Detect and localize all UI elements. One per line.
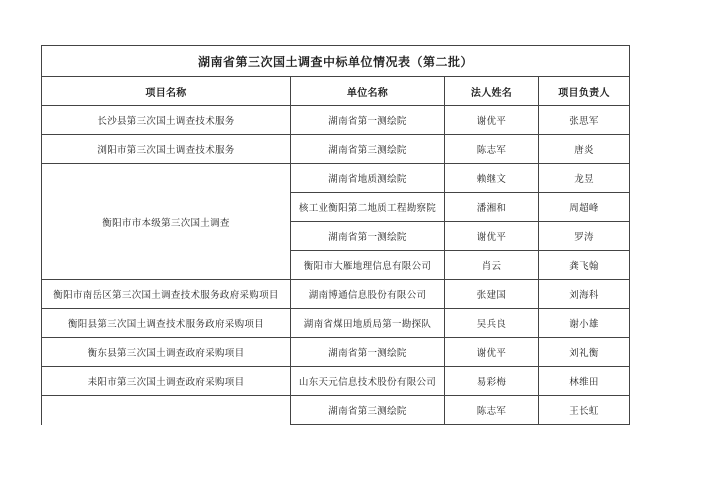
header-project-name: 项目名称 [42, 77, 291, 106]
unit-name-cell: 山东天元信息技术股份有限公司 [291, 367, 445, 396]
project-lead-cell: 刘礼衡 [539, 338, 630, 367]
project-lead-cell: 张思军 [539, 106, 630, 135]
project-name-cell [42, 396, 291, 425]
project-lead-cell: 龙昱 [539, 164, 630, 193]
table-row [42, 164, 630, 193]
unit-name-cell: 衡阳市大雁地理信息有限公司 [291, 251, 445, 280]
unit-name-cell: 核工业衡阳第二地质工程勘察院 [291, 193, 445, 222]
project-lead-cell: 谢小雄 [539, 309, 630, 338]
table-row [42, 309, 630, 338]
project-lead-cell: 林维田 [539, 367, 630, 396]
project-name-cell: 衡东县第三次国土调查政府采购项目 [42, 338, 291, 367]
project-name-cell: 浏阳市第三次国土调查技术服务 [42, 135, 291, 164]
header-legal-rep: 法人姓名 [445, 77, 539, 106]
unit-name-cell: 湖南省第一测绘院 [291, 222, 445, 251]
unit-name-cell: 湖南省第三测绘院 [291, 135, 445, 164]
project-name-cell: 耒阳市第三次国土调查政府采购项目 [42, 367, 291, 396]
table-row [42, 106, 630, 135]
legal-rep-cell: 谢优平 [445, 106, 539, 135]
legal-rep-cell: 陈志军 [445, 135, 539, 164]
legal-rep-cell: 谢优平 [445, 222, 539, 251]
unit-name-cell: 湖南博通信息股份有限公司 [291, 280, 445, 309]
project-lead-cell: 唐炎 [539, 135, 630, 164]
header-unit-name: 单位名称 [291, 77, 445, 106]
bid-winner-table [41, 45, 630, 425]
legal-rep-cell: 吴兵良 [445, 309, 539, 338]
header-project-lead: 项目负责人 [539, 77, 630, 106]
project-lead-cell: 王长虹 [539, 396, 630, 425]
project-name-cell: 衡阳市市本级第三次国土调查 [42, 164, 291, 280]
table-row [42, 367, 630, 396]
project-lead-cell: 龚飞翰 [539, 251, 630, 280]
legal-rep-cell: 易彩梅 [445, 367, 539, 396]
project-name-cell: 衡阳县第三次国土调查技术服务政府采购项目 [42, 309, 291, 338]
table-row [42, 280, 630, 309]
legal-rep-cell: 谢优平 [445, 338, 539, 367]
table-row [42, 338, 630, 367]
unit-name-cell: 湖南省地质测绘院 [291, 164, 445, 193]
legal-rep-cell: 肖云 [445, 251, 539, 280]
project-lead-cell: 周超峰 [539, 193, 630, 222]
table-title: 湖南省第三次国土调查中标单位情况表（第二批） [42, 46, 630, 77]
legal-rep-cell: 陈志军 [445, 396, 539, 425]
bid-winner-table-sheet [41, 45, 630, 425]
legal-rep-cell: 张建国 [445, 280, 539, 309]
legal-rep-cell: 赖继文 [445, 164, 539, 193]
unit-name-cell: 湖南省第三测绘院 [291, 396, 445, 425]
project-lead-cell: 罗涛 [539, 222, 630, 251]
table-row [42, 396, 630, 425]
project-name-cell: 长沙县第三次国土调查技术服务 [42, 106, 291, 135]
project-lead-cell: 刘海科 [539, 280, 630, 309]
project-name-cell: 衡阳市南岳区第三次国土调查技术服务政府采购项目 [42, 280, 291, 309]
table-row [42, 135, 630, 164]
unit-name-cell: 湖南省第一测绘院 [291, 106, 445, 135]
legal-rep-cell: 潘湘和 [445, 193, 539, 222]
unit-name-cell: 湖南省第一测绘院 [291, 338, 445, 367]
unit-name-cell: 湖南省煤田地质局第一勘探队 [291, 309, 445, 338]
